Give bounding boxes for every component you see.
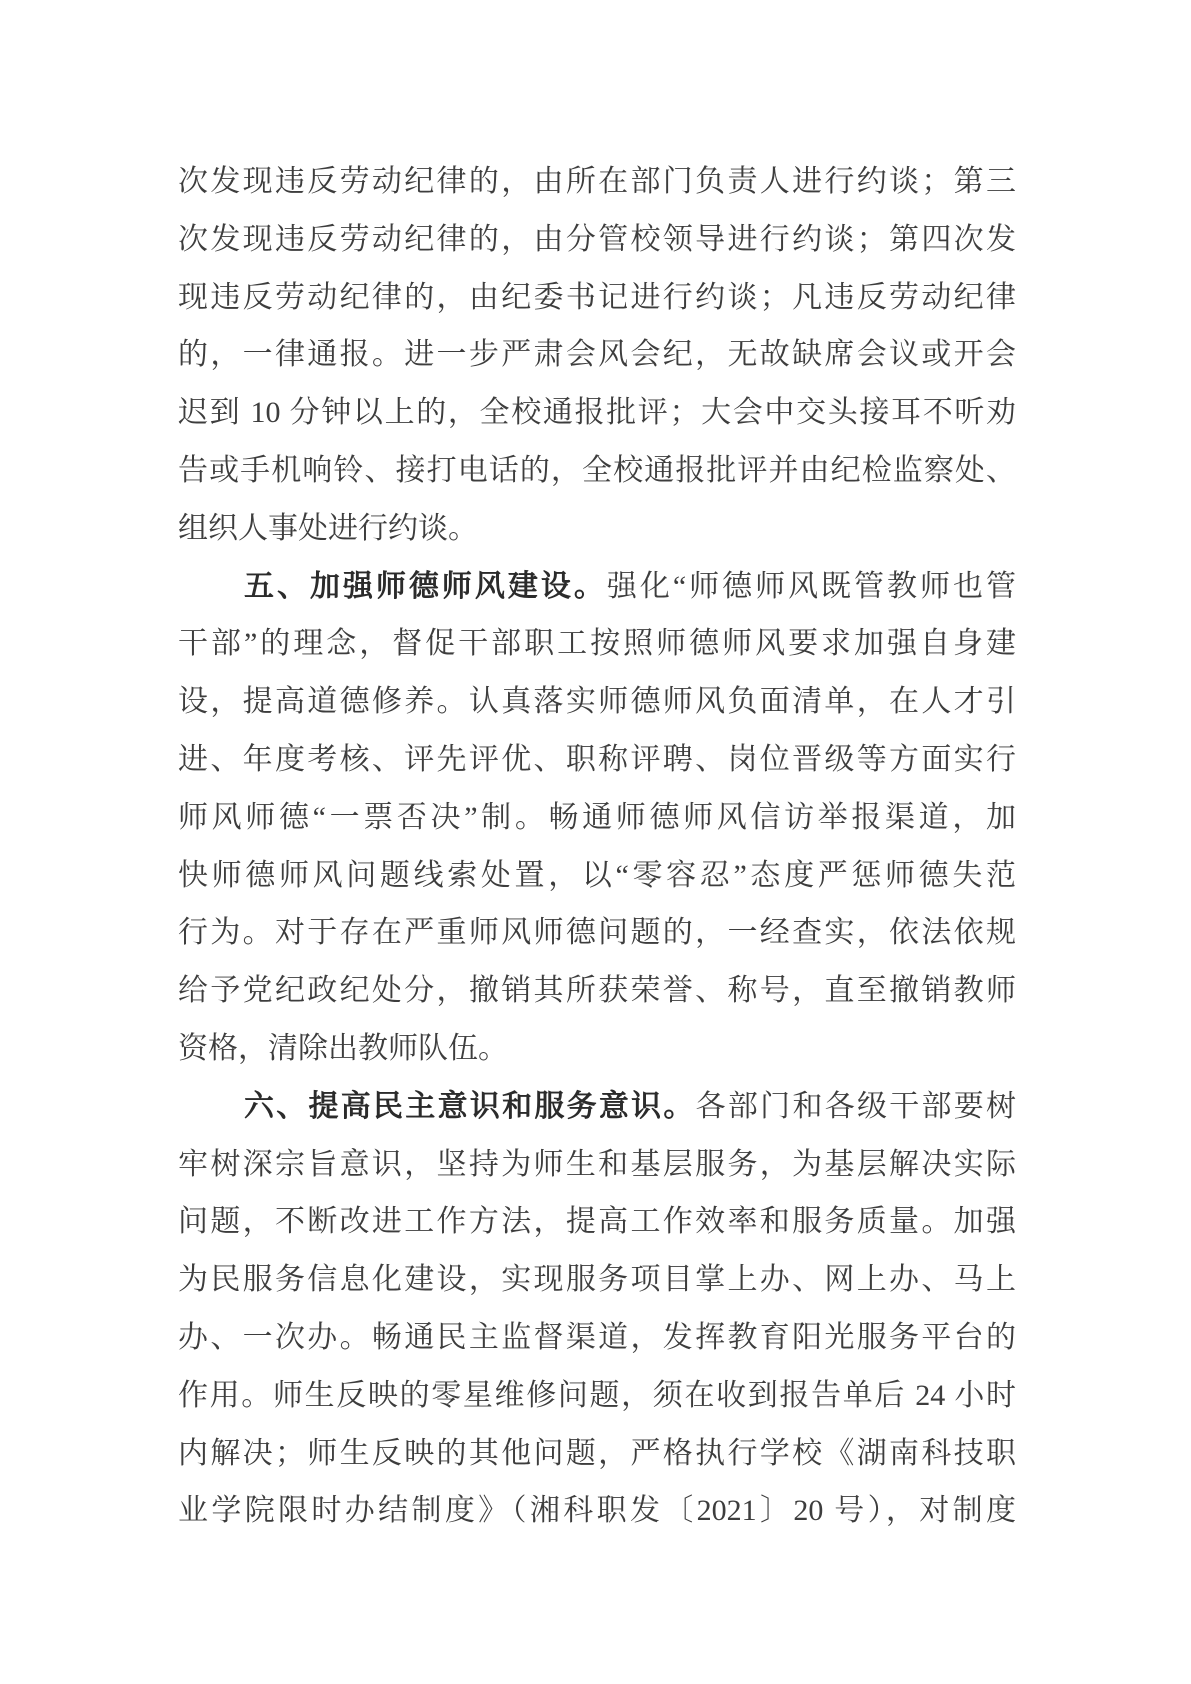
text-line bbox=[178, 904, 1016, 962]
text-run: 给予党纪政纪处分，撤销其所获荣誉、称号，直至撤销教师 bbox=[178, 974, 1016, 1008]
text-line bbox=[178, 962, 1016, 1020]
text-run: 迟到 10 分钟以上的，全校通报批评；大会中交头接耳不听劝 bbox=[178, 396, 1016, 430]
text-line bbox=[178, 789, 1016, 847]
text-run: 各部门和各级干部要树 bbox=[695, 1089, 1016, 1123]
text-line bbox=[178, 442, 1016, 500]
text-run: 牢树深宗旨意识，坚持为师生和基层服务，为基层解决实际 bbox=[178, 1147, 1016, 1181]
text-run: 作用。师生反映的零星维修问题，须在收到报告单后 24 小时 bbox=[178, 1378, 1016, 1412]
text-line bbox=[178, 731, 1016, 789]
text-line bbox=[178, 1482, 1016, 1540]
text-run: 师风师德“一票否决”制。畅通师德师风信访举报渠道，加 bbox=[178, 800, 1016, 834]
text-line bbox=[178, 1136, 1016, 1194]
section-heading: 五、加强师德师风建设。 bbox=[244, 569, 607, 603]
text-run: 进、年度考核、评先评优、职称评聘、岗位晋级等方面实行 bbox=[178, 742, 1016, 776]
text-line bbox=[178, 1425, 1016, 1483]
section-heading: 六、提高民主意识和服务意识。 bbox=[244, 1089, 696, 1123]
text-line bbox=[178, 211, 1016, 269]
text-line bbox=[178, 615, 1016, 673]
text-run: 行为。对于存在严重师风师德问题的，一经查实，依法依规 bbox=[178, 916, 1016, 950]
text-run: 的，一律通报。进一步严肃会风会纪，无故缺席会议或开会 bbox=[178, 338, 1016, 372]
text-line bbox=[178, 673, 1016, 731]
text-line bbox=[178, 153, 1016, 211]
text-run: 告或手机响铃、接打电话的，全校通报批评并由纪检监察处、 bbox=[178, 453, 1016, 487]
text-line-section-start bbox=[178, 1078, 1016, 1136]
text-run: 快师德师风问题线索处置，以“零容忍”态度严惩师德失范 bbox=[178, 858, 1016, 892]
text-run: 问题，不断改进工作方法，提高工作效率和服务质量。加强 bbox=[178, 1205, 1016, 1239]
text-line bbox=[178, 1367, 1016, 1425]
text-line bbox=[178, 326, 1016, 384]
text-run: 次发现违反劳动纪律的，由所在部门负责人进行约谈；第三 bbox=[178, 165, 1016, 198]
text-line-paragraph-end bbox=[178, 500, 1016, 558]
text-run: 办、一次办。畅通民主监督渠道，发挥教育阳光服务平台的 bbox=[178, 1320, 1016, 1354]
text-line-paragraph-end bbox=[178, 1020, 1016, 1078]
text-line bbox=[178, 384, 1016, 442]
text-line bbox=[178, 847, 1016, 905]
text-run: 内解决；师生反映的其他问题，严格执行学校《湖南科技职 bbox=[178, 1436, 1016, 1470]
text-run: 次发现违反劳动纪律的，由分管校领导进行约谈；第四次发 bbox=[178, 222, 1016, 256]
text-run: 组织人事处进行约谈。 bbox=[178, 511, 478, 545]
text-line bbox=[178, 1309, 1016, 1367]
text-run: 业学院限时办结制度》（湘科职发〔2021〕20 号），对制度 bbox=[178, 1494, 1016, 1528]
text-run: 强化“师德师风既管教师也管 bbox=[606, 569, 1016, 603]
text-line-section-start bbox=[178, 558, 1016, 616]
text-run: 为民服务信息化建设，实现服务项目掌上办、网上办、马上 bbox=[178, 1263, 1016, 1297]
text-line bbox=[178, 269, 1016, 327]
text-line bbox=[178, 1251, 1016, 1309]
text-run: 干部”的理念，督促干部职工按照师德师风要求加强自身建 bbox=[178, 627, 1016, 661]
text-run: 资格，清除出教师队伍。 bbox=[178, 1031, 508, 1065]
text-run: 设，提高道德修养。认真落实师德师风负面清单，在人才引 bbox=[178, 685, 1016, 719]
text-run: 现违反劳动纪律的，由纪委书记进行约谈；凡违反劳动纪律 bbox=[178, 280, 1016, 314]
text-line bbox=[178, 1193, 1016, 1251]
text-block bbox=[178, 153, 1016, 1540]
